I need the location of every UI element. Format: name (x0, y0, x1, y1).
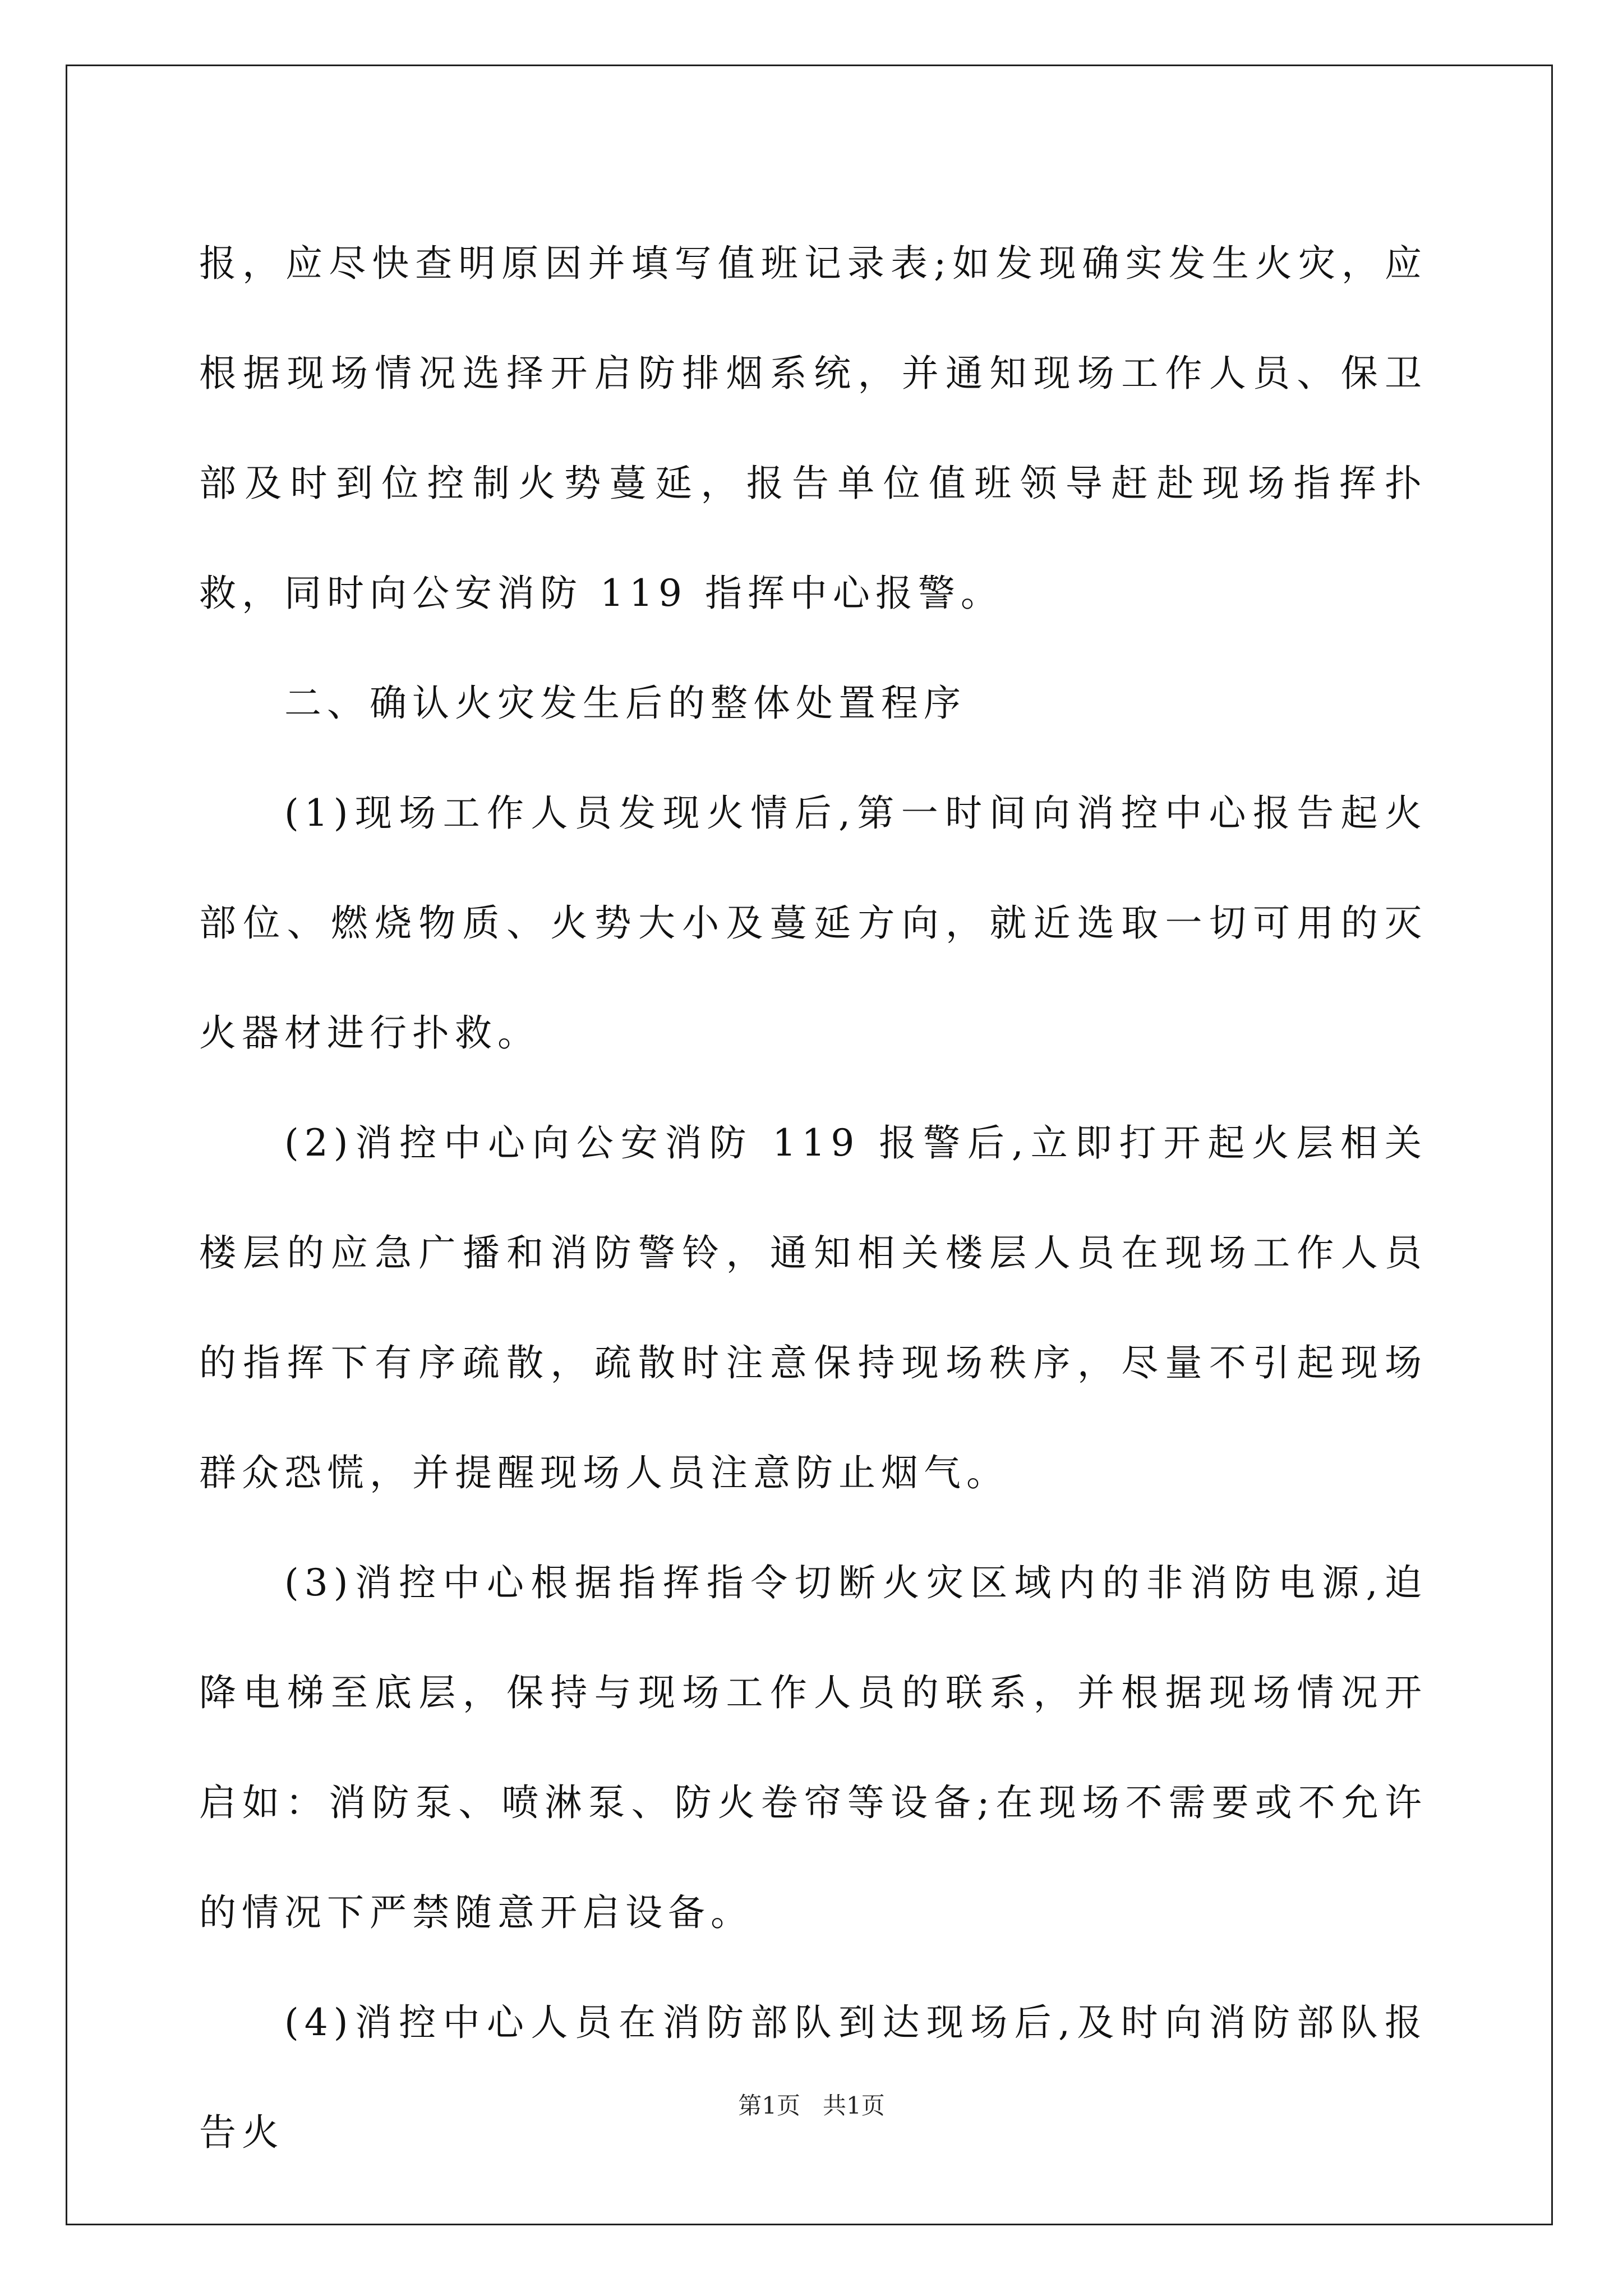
document-body (199, 209, 1427, 2188)
paragraph-1: 报，应尽快查明原因并填写值班记录表;如发现确实发生火灾，应根据现场情况选择开启防排烟系统，并通知现场工作人员、保卫部及时到位控制火势蔓延，报告单位值班领导赶赴现场指挥扑救，同时向公安消防 119 指挥中心报警。 (199, 242, 1427, 615)
page-footer: 第1页 共1页 (738, 2092, 885, 2119)
paragraph-item-4: (4)消控中心人员在消防部队到达现场后,及时向消防部队报告火 (199, 2001, 1427, 2154)
paragraph-item-2: (2)消控中心向公安消防 119 报警后,立即打开起火层相关楼层的应急广播和消防警铃，通知相关楼层人员在现场工作人员的指挥下有序疏散，疏散时注意保持现场秩序，尽量不引起现场群众恐慌，并提醒现场人员注意防止烟气。 (199, 1121, 1427, 1494)
paragraph-item-1: (1)现场工作人员发现火情后,第一时间向消控中心报告起火部位、燃烧物质、火势大小及蔓延方向，就近选取一切可用的灭火器材进行扑救。 (199, 792, 1427, 1055)
section-heading: 二、确认火灾发生后的整体处置程序 (284, 682, 966, 725)
paragraph-item-3: (3)消控中心根据指挥指令切断火灾区域内的非消防电源,迫降电梯至底层，保持与现场工作人员的联系，并根据现场情况开启如：消防泵、喷淋泵、防火卷帘等设备;在现场不需要或不允许的情况下严禁随意开启设备。 (199, 1561, 1427, 1934)
